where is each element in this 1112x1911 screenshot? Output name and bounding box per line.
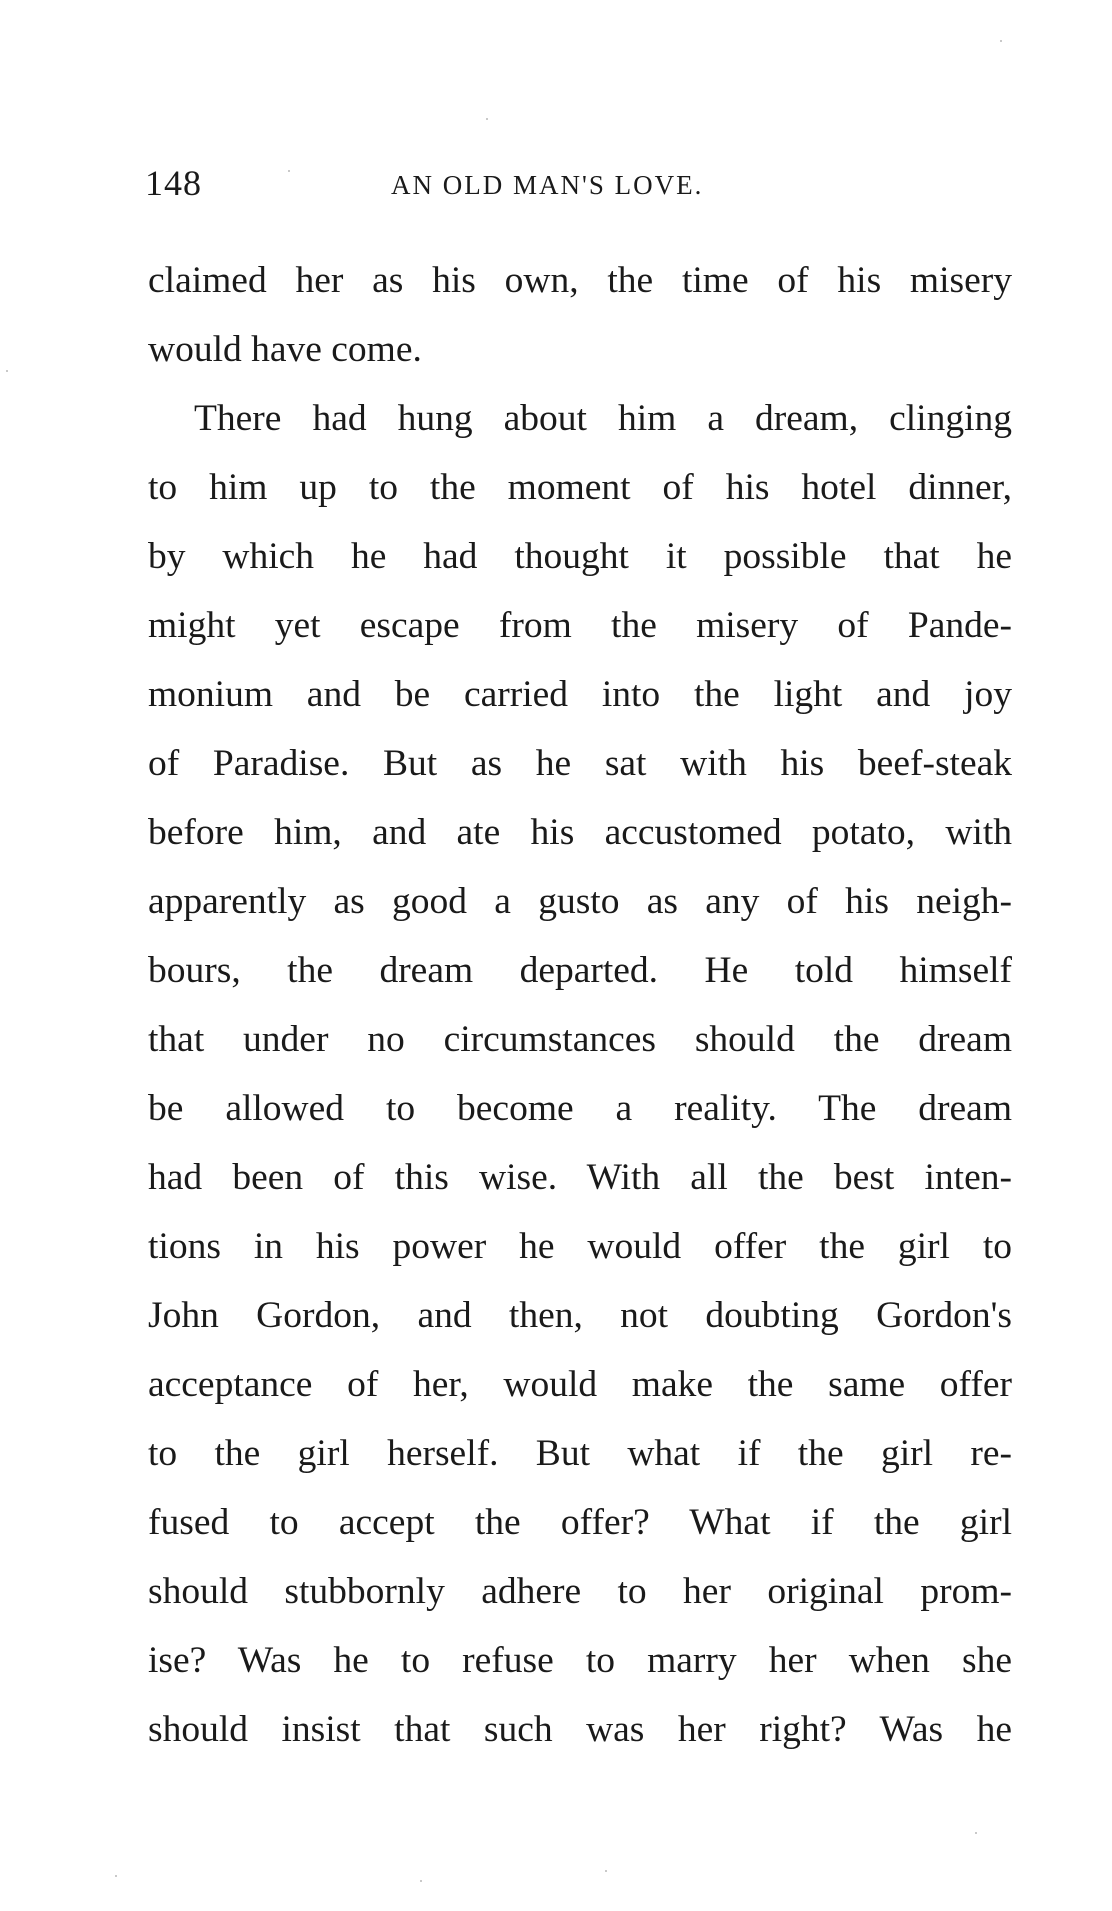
text-line: monium and be carried into the light and joy: [148, 674, 1012, 715]
text-line: apparently as good a gusto as any of his neigh-: [148, 881, 1012, 922]
scan-speck: [288, 170, 290, 172]
text-line: John Gordon, and then, not doubting Gordon's: [148, 1295, 1012, 1336]
running-head: [145, 163, 1015, 203]
text-line: before him, and ate his accustomed potato, with: [148, 812, 1012, 853]
text-line: might yet escape from the misery of Pande-: [148, 605, 1012, 646]
text-line: bours, the dream departed. He told himself: [148, 950, 1012, 991]
text-line: should stubbornly adhere to her original prom-: [148, 1571, 1012, 1612]
scan-speck: [975, 1832, 977, 1834]
scan-speck: [605, 1870, 607, 1872]
text-line: fused to accept the offer? What if the girl: [148, 1502, 1012, 1543]
text-line: acceptance of her, would make the same offer: [148, 1364, 1012, 1405]
text-line: tions in his power he would offer the girl to: [148, 1226, 1012, 1267]
scan-speck: [6, 370, 8, 372]
text-line: There had hung about him a dream, clinging: [194, 398, 1012, 439]
body-text: [148, 246, 1012, 1764]
scan-speck: [115, 1875, 117, 1877]
page-number: 148: [145, 163, 202, 203]
text-line: would have come.: [148, 329, 422, 370]
running-title: AN OLD MAN'S LOVE.: [391, 170, 704, 200]
text-line: of Paradise. But as he sat with his beef-steak: [148, 743, 1012, 784]
text-line: had been of this wise. With all the best inten-: [148, 1157, 1012, 1198]
text-line: to the girl herself. But what if the girl re-: [148, 1433, 1012, 1474]
text-line: claimed her as his own, the time of his misery: [148, 260, 1012, 301]
scan-speck: [420, 1880, 422, 1882]
text-line: should insist that such was her right? Was he: [148, 1709, 1012, 1750]
scan-speck: [486, 118, 488, 120]
text-line: that under no circumstances should the dream: [148, 1019, 1012, 1060]
text-line: by which he had thought it possible that he: [148, 536, 1012, 577]
text-line: to him up to the moment of his hotel dinner,: [148, 467, 1012, 508]
text-line: be allowed to become a reality. The dream: [148, 1088, 1012, 1129]
text-line: ise? Was he to refuse to marry her when she: [148, 1640, 1012, 1681]
scan-speck: [1000, 40, 1002, 42]
